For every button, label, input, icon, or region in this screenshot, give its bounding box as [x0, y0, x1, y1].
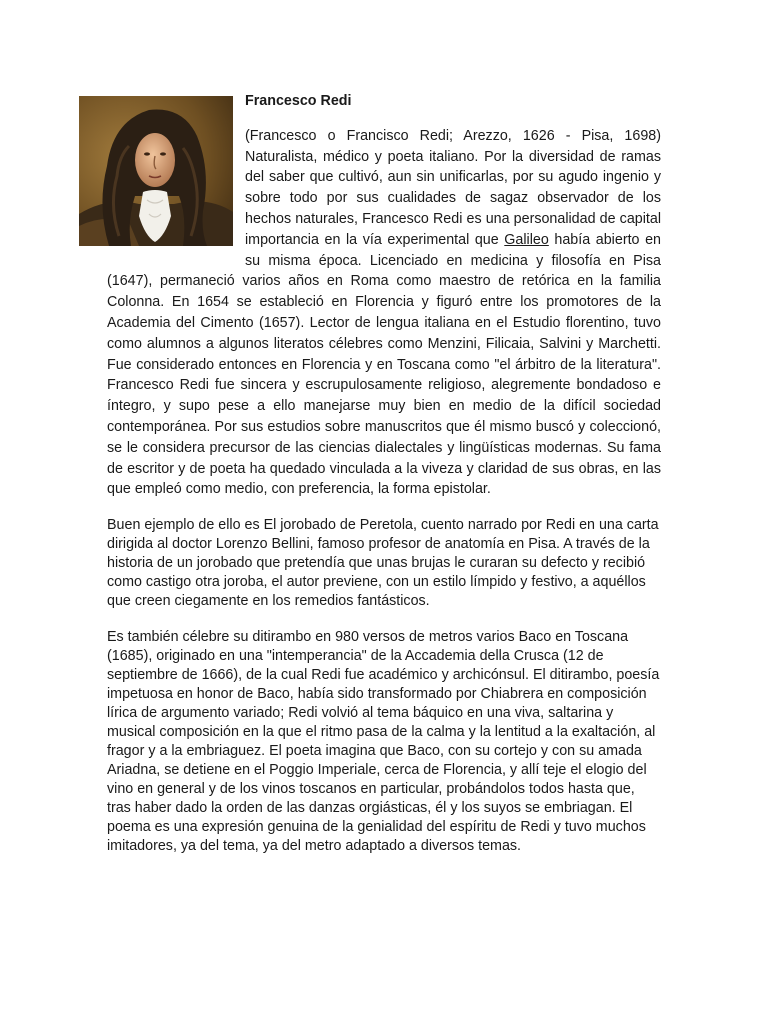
paragraph-3: Es también célebre su ditirambo en 980 versos de metros varios Baco en Toscana (1685), originado en una "intemperancia" de la Accademia della Crusca (12 de septiembre de 1666), de la cual Redi fue académico y archicónsul. El ditirambo, poesía impetuosa en honor de Baco, había sido transformado por Chiabrera en composición lírica de argumento variado; Redi volvió al tema báquico en una viva, saltarina y musical composición en la que el ritmo pasa de la calma y la lentitud a la exaltación, al fragor y a la embriaguez. El poeta imagina que Baco, con su cortejo y con su amada Ariadna, se detiene en el Poggio Imperiale, cerca de Florencia, y allí teje el elogio del vino en general y de los vinos toscanos en particular, probándolos todos hasta que, tras haber dado la orden de las danzas orgiásticas, él y los suyos se embriagan. El poema es una expresión genuina de la genialidad del espíritu de Redi y tuvo muchos imitadores, ya del tema, ya del metro adaptado a diversos temas.: [107, 629, 660, 855]
paragraph-1-text-a: (Francesco o Francisco Redi; Arezzo, 1626 - Pisa, 1698) Naturalista, médico y poeta italiano. Por la diversidad de ramas del saber que cultivó, aun sin unificarlas, por su agudo ingenio y sobre todo por sus cualidades de sagaz observador de los hechos naturales, Francesco Redi es una personalidad de capital importancia en la vía experimental que: [245, 127, 661, 248]
portrait-image: [79, 96, 233, 246]
portrait-icon: [79, 96, 233, 246]
paragraph-2: Buen ejemplo de ello es El jorobado de Peretola, cuento narrado por Redi en una carta dirigida al doctor Lorenzo Bellini, famoso profesor de anatomía en Pisa. A través de la historia de un jorobado que pretendía que unas brujas le curaran su defecto y recibió como castigo otra joroba, el autor previene, con un estilo límpido y festivo, a aquéllos que creen ciegamente en los remedios fantásticos.: [107, 517, 659, 610]
paragraph-1-text-b: había abierto en su misma época. Licenciado en medicina y filosofía en Pisa (1647), permaneció varios años en Roma como maestro de retórica en la familia Colonna. En 1654 se estableció en Florencia y figuró entre los promotores de la Academia del Cimento (1657). Lector de lengua italiana en el Estudio florentino, tuvo como alumnos a algunos literatos célebres como Menzini, Filicaia, Salvini y Marchetti. Fue considerado entonces en Florencia y en Toscana como "el árbitro de la literatura". Francesco Redi fue sincera y escrupulosamente religioso, alegremente bondadoso e íntegro, y supo pese a ello manejarse muy bien en medio de la difícil sociedad contemporánea. Por sus estudios sobre manuscritos que él mismo buscó y coleccionó, se le considera precursor de las ciencias dialectales y lingüísticas modernas. Su fama de escritor y de poeta ha quedado vinculada a la viveza y claridad de sus obras, en las que empleó como medio, con preferencia, la forma epistolar.: [107, 231, 661, 498]
article-title: Francesco Redi: [245, 93, 352, 109]
galileo-link[interactable]: Galileo: [504, 231, 549, 248]
article: [107, 91, 661, 873]
